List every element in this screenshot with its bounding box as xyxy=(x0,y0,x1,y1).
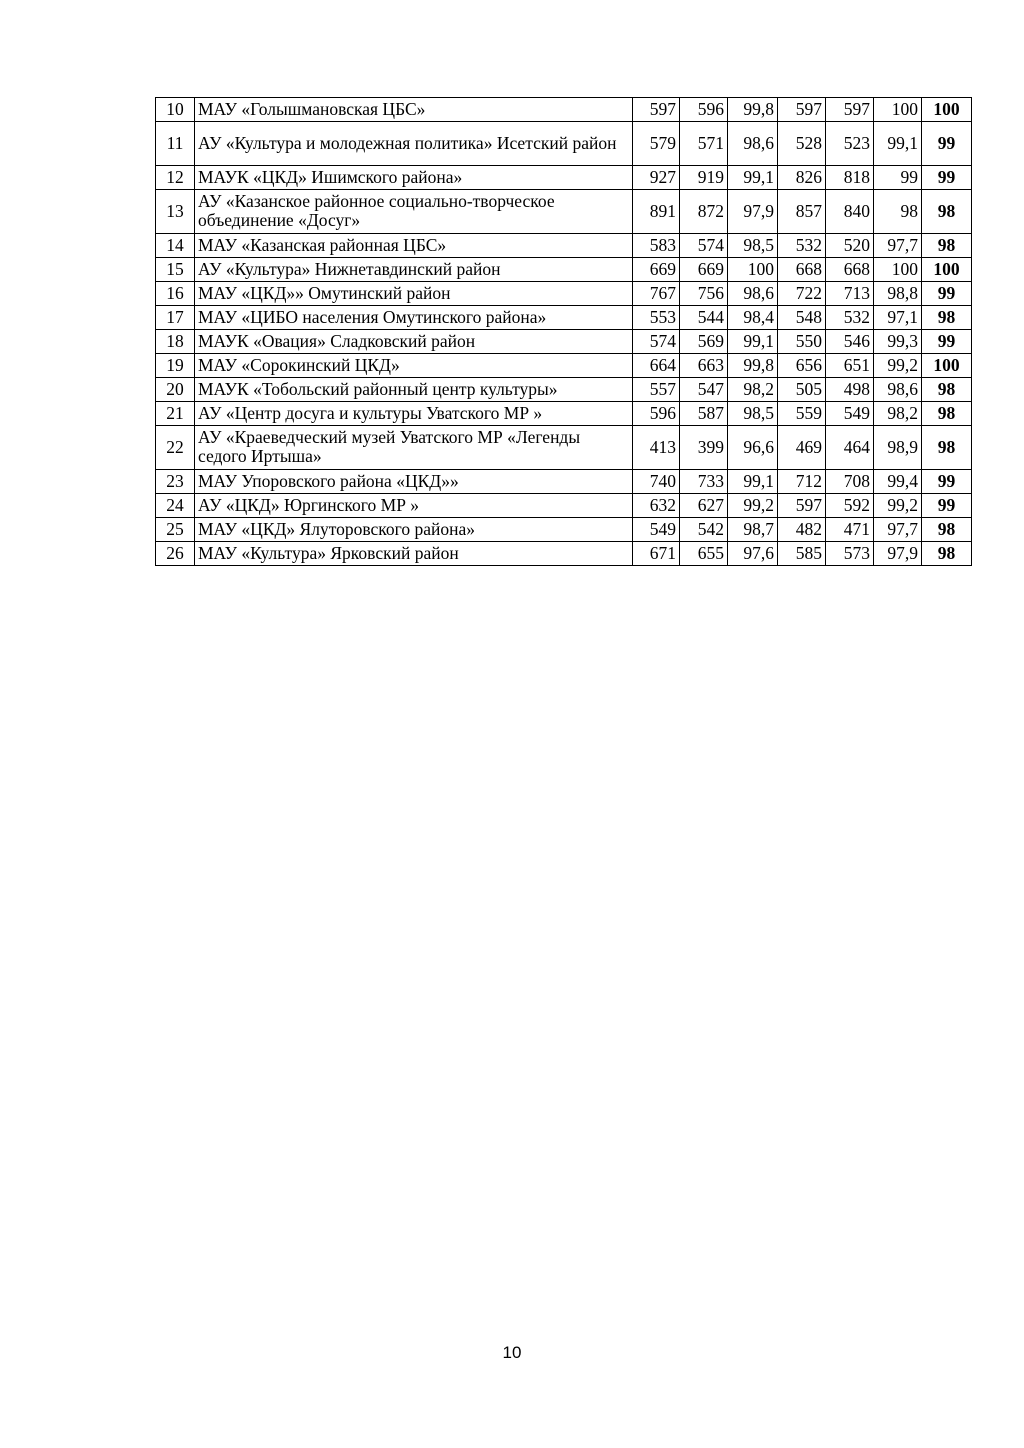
value-cell-6: 99,2 xyxy=(874,354,922,378)
value-cell-6: 99 xyxy=(874,166,922,190)
table-row xyxy=(156,122,972,166)
value-cell-1: 583 xyxy=(633,234,680,258)
total-score-cell: 98 xyxy=(922,402,972,426)
value-cell-6: 99,3 xyxy=(874,330,922,354)
total-score-cell: 98 xyxy=(922,542,972,566)
total-score-cell: 100 xyxy=(922,258,972,282)
value-cell-1: 579 xyxy=(633,122,680,166)
row-number-cell: 21 xyxy=(156,402,195,426)
value-cell-1: 671 xyxy=(633,542,680,566)
row-number-cell: 13 xyxy=(156,190,195,234)
value-cell-3: 98,6 xyxy=(728,122,778,166)
organization-name-cell: МАУК «Тобольский районный центр культуры» xyxy=(195,378,633,402)
value-cell-5: 708 xyxy=(826,470,874,494)
value-cell-2: 596 xyxy=(680,98,728,122)
value-cell-6: 100 xyxy=(874,258,922,282)
value-cell-1: 596 xyxy=(633,402,680,426)
organization-name-cell: АУ «Краеведческий музей Уватского МР «Легенды седого Иртыша» xyxy=(195,426,633,470)
row-number-cell: 12 xyxy=(156,166,195,190)
table-row xyxy=(156,98,972,122)
value-cell-6: 97,7 xyxy=(874,518,922,542)
value-cell-1: 549 xyxy=(633,518,680,542)
total-score-cell: 99 xyxy=(922,470,972,494)
value-cell-4: 482 xyxy=(778,518,826,542)
value-cell-2: 733 xyxy=(680,470,728,494)
value-cell-5: 818 xyxy=(826,166,874,190)
value-cell-5: 549 xyxy=(826,402,874,426)
total-score-cell: 99 xyxy=(922,166,972,190)
organization-name-cell: МАУ «Культура» Ярковский район xyxy=(195,542,633,566)
value-cell-5: 651 xyxy=(826,354,874,378)
organization-name-cell: АУ «ЦКД» Юргинского МР » xyxy=(195,494,633,518)
row-number-cell: 24 xyxy=(156,494,195,518)
value-cell-3: 98,6 xyxy=(728,282,778,306)
value-cell-6: 98,9 xyxy=(874,426,922,470)
table-row xyxy=(156,518,972,542)
row-number-cell: 20 xyxy=(156,378,195,402)
organization-name-cell: АУ «Культура и молодежная политика» Исетский район xyxy=(195,122,633,166)
value-cell-6: 97,7 xyxy=(874,234,922,258)
value-cell-2: 574 xyxy=(680,234,728,258)
value-cell-4: 597 xyxy=(778,494,826,518)
total-score-cell: 98 xyxy=(922,190,972,234)
value-cell-5: 573 xyxy=(826,542,874,566)
value-cell-1: 413 xyxy=(633,426,680,470)
value-cell-4: 826 xyxy=(778,166,826,190)
value-cell-1: 767 xyxy=(633,282,680,306)
organization-name-cell: АУ «Казанское районное социально-творческое объединение «Досуг» xyxy=(195,190,633,234)
value-cell-2: 399 xyxy=(680,426,728,470)
value-cell-2: 571 xyxy=(680,122,728,166)
table-row xyxy=(156,494,972,518)
value-cell-3: 98,5 xyxy=(728,234,778,258)
value-cell-3: 99,1 xyxy=(728,330,778,354)
value-cell-2: 547 xyxy=(680,378,728,402)
organization-name-cell: МАУК «Овация» Сладковский район xyxy=(195,330,633,354)
value-cell-3: 98,5 xyxy=(728,402,778,426)
value-cell-4: 505 xyxy=(778,378,826,402)
value-cell-2: 756 xyxy=(680,282,728,306)
organization-name-cell: МАУ «Казанская районная ЦБС» xyxy=(195,234,633,258)
organization-name-cell: МАУК «ЦКД» Ишимского района» xyxy=(195,166,633,190)
value-cell-4: 668 xyxy=(778,258,826,282)
value-cell-2: 919 xyxy=(680,166,728,190)
row-number-cell: 17 xyxy=(156,306,195,330)
value-cell-1: 927 xyxy=(633,166,680,190)
row-number-cell: 18 xyxy=(156,330,195,354)
organization-name-cell: МАУ «ЦКД» Ялуторовского района» xyxy=(195,518,633,542)
table-row xyxy=(156,234,972,258)
value-cell-4: 857 xyxy=(778,190,826,234)
row-number-cell: 26 xyxy=(156,542,195,566)
value-cell-2: 627 xyxy=(680,494,728,518)
table-row xyxy=(156,426,972,470)
organization-name-cell: МАУ «ЦКД»» Омутинский район xyxy=(195,282,633,306)
value-cell-6: 99,4 xyxy=(874,470,922,494)
value-cell-2: 655 xyxy=(680,542,728,566)
value-cell-1: 557 xyxy=(633,378,680,402)
table-row xyxy=(156,470,972,494)
value-cell-4: 656 xyxy=(778,354,826,378)
value-cell-1: 740 xyxy=(633,470,680,494)
value-cell-5: 464 xyxy=(826,426,874,470)
page-number: 10 xyxy=(502,1343,522,1362)
value-cell-2: 569 xyxy=(680,330,728,354)
value-cell-3: 98,2 xyxy=(728,378,778,402)
table-row xyxy=(156,166,972,190)
value-cell-2: 544 xyxy=(680,306,728,330)
value-cell-4: 469 xyxy=(778,426,826,470)
table-row xyxy=(156,354,972,378)
value-cell-3: 99,2 xyxy=(728,494,778,518)
value-cell-6: 99,1 xyxy=(874,122,922,166)
table-row xyxy=(156,306,972,330)
table-row xyxy=(156,190,972,234)
value-cell-5: 546 xyxy=(826,330,874,354)
value-cell-1: 632 xyxy=(633,494,680,518)
value-cell-5: 520 xyxy=(826,234,874,258)
value-cell-5: 668 xyxy=(826,258,874,282)
value-cell-1: 574 xyxy=(633,330,680,354)
organization-name-cell: АУ «Культура» Нижнетавдинский район xyxy=(195,258,633,282)
row-number-cell: 10 xyxy=(156,98,195,122)
value-cell-6: 97,9 xyxy=(874,542,922,566)
total-score-cell: 98 xyxy=(922,234,972,258)
value-cell-5: 592 xyxy=(826,494,874,518)
value-cell-4: 528 xyxy=(778,122,826,166)
total-score-cell: 98 xyxy=(922,426,972,470)
value-cell-4: 550 xyxy=(778,330,826,354)
table-row xyxy=(156,378,972,402)
table-row xyxy=(156,282,972,306)
value-cell-2: 587 xyxy=(680,402,728,426)
value-cell-3: 98,7 xyxy=(728,518,778,542)
value-cell-4: 559 xyxy=(778,402,826,426)
value-cell-3: 96,6 xyxy=(728,426,778,470)
row-number-cell: 19 xyxy=(156,354,195,378)
value-cell-3: 100 xyxy=(728,258,778,282)
value-cell-4: 712 xyxy=(778,470,826,494)
value-cell-4: 585 xyxy=(778,542,826,566)
value-cell-6: 97,1 xyxy=(874,306,922,330)
table-row xyxy=(156,402,972,426)
table-row xyxy=(156,258,972,282)
value-cell-3: 98,4 xyxy=(728,306,778,330)
value-cell-4: 722 xyxy=(778,282,826,306)
total-score-cell: 99 xyxy=(922,282,972,306)
value-cell-3: 99,8 xyxy=(728,354,778,378)
organization-name-cell: АУ «Центр досуга и культуры Уватского МР » xyxy=(195,402,633,426)
value-cell-1: 664 xyxy=(633,354,680,378)
value-cell-4: 532 xyxy=(778,234,826,258)
table-row xyxy=(156,330,972,354)
value-cell-4: 548 xyxy=(778,306,826,330)
row-number-cell: 11 xyxy=(156,122,195,166)
organization-name-cell: МАУ «ЦИБО населения Омутинского района» xyxy=(195,306,633,330)
total-score-cell: 99 xyxy=(922,494,972,518)
row-number-cell: 14 xyxy=(156,234,195,258)
value-cell-5: 523 xyxy=(826,122,874,166)
value-cell-3: 99,8 xyxy=(728,98,778,122)
value-cell-3: 99,1 xyxy=(728,166,778,190)
row-number-cell: 25 xyxy=(156,518,195,542)
value-cell-5: 840 xyxy=(826,190,874,234)
value-cell-6: 98,6 xyxy=(874,378,922,402)
value-cell-1: 597 xyxy=(633,98,680,122)
total-score-cell: 98 xyxy=(922,518,972,542)
organization-name-cell: МАУ Упоровского района «ЦКД»» xyxy=(195,470,633,494)
value-cell-2: 669 xyxy=(680,258,728,282)
total-score-cell: 99 xyxy=(922,330,972,354)
value-cell-1: 553 xyxy=(633,306,680,330)
row-number-cell: 22 xyxy=(156,426,195,470)
table-row xyxy=(156,542,972,566)
value-cell-6: 98 xyxy=(874,190,922,234)
total-score-cell: 100 xyxy=(922,98,972,122)
organization-name-cell: МАУ «Сорокинский ЦКД» xyxy=(195,354,633,378)
value-cell-3: 97,6 xyxy=(728,542,778,566)
total-score-cell: 100 xyxy=(922,354,972,378)
value-cell-6: 99,2 xyxy=(874,494,922,518)
value-cell-2: 542 xyxy=(680,518,728,542)
value-cell-5: 597 xyxy=(826,98,874,122)
value-cell-3: 99,1 xyxy=(728,470,778,494)
organization-name-cell: МАУ «Голышмановская ЦБС» xyxy=(195,98,633,122)
row-number-cell: 16 xyxy=(156,282,195,306)
value-cell-1: 669 xyxy=(633,258,680,282)
value-cell-5: 498 xyxy=(826,378,874,402)
value-cell-6: 100 xyxy=(874,98,922,122)
results-table xyxy=(155,97,972,566)
total-score-cell: 99 xyxy=(922,122,972,166)
value-cell-1: 891 xyxy=(633,190,680,234)
total-score-cell: 98 xyxy=(922,306,972,330)
value-cell-2: 663 xyxy=(680,354,728,378)
value-cell-6: 98,8 xyxy=(874,282,922,306)
value-cell-6: 98,2 xyxy=(874,402,922,426)
value-cell-4: 597 xyxy=(778,98,826,122)
total-score-cell: 98 xyxy=(922,378,972,402)
table-body xyxy=(156,98,972,566)
row-number-cell: 15 xyxy=(156,258,195,282)
row-number-cell: 23 xyxy=(156,470,195,494)
value-cell-5: 713 xyxy=(826,282,874,306)
value-cell-5: 532 xyxy=(826,306,874,330)
value-cell-2: 872 xyxy=(680,190,728,234)
value-cell-5: 471 xyxy=(826,518,874,542)
value-cell-3: 97,9 xyxy=(728,190,778,234)
